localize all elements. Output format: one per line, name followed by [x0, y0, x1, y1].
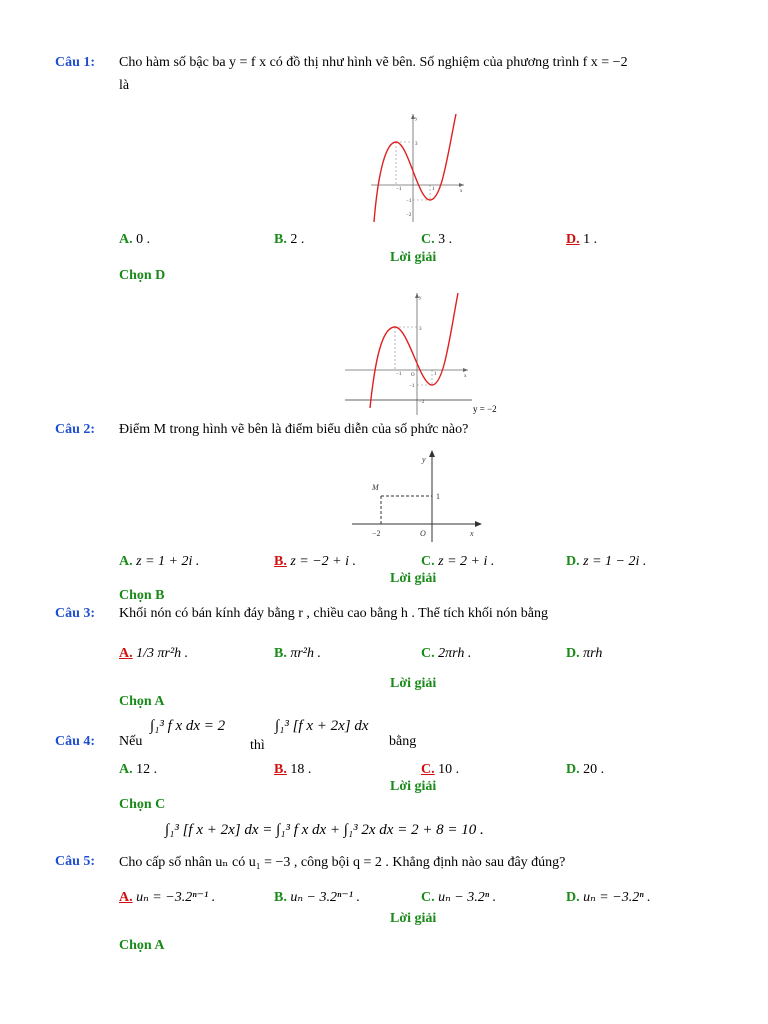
- q4-option-d[interactable]: D. 20 .: [566, 762, 605, 777]
- q1-option-d[interactable]: D. 1 .: [566, 232, 598, 247]
- q4-text-c: bằng: [389, 734, 417, 749]
- q1-solution-graph: [340, 290, 474, 420]
- q4-option-a[interactable]: A. 12 .: [119, 762, 158, 777]
- q5-option-c[interactable]: C. uₙ − 3.2ⁿ .: [421, 890, 497, 905]
- tick-y-label: 1: [436, 492, 440, 501]
- q1-option-b[interactable]: B. 2 .: [274, 232, 305, 247]
- q3-option-d[interactable]: D. πrh: [566, 646, 603, 661]
- point-m-label: M: [372, 483, 379, 492]
- q4-text-b: thì: [250, 738, 265, 753]
- q5-option-a[interactable]: A. uₙ = −3.2ⁿ⁻¹ .: [119, 890, 216, 905]
- q1-text: Cho hàm số bậc ba y = f x có đồ thị như hình vẽ bên. Số nghiệm của phương trình f x = −2: [119, 55, 628, 70]
- q5-answer-heading: Lời giải: [390, 911, 437, 926]
- q4-text-a: Nếu: [119, 734, 143, 749]
- q4-answer-heading: Lời giải: [390, 779, 437, 794]
- q4-chosen: Chọn C: [119, 797, 166, 812]
- q4-option-b[interactable]: B. 18 .: [274, 762, 312, 777]
- svg-text:1: 1: [432, 187, 435, 192]
- q1-answer-heading: Lời giải: [390, 250, 437, 265]
- svg-text:−2: −2: [419, 400, 425, 405]
- q3-answer-heading: Lời giải: [390, 676, 437, 691]
- svg-text:3: 3: [419, 327, 422, 332]
- x-axis-label: x: [470, 529, 474, 538]
- q4-label: Câu 4:: [55, 734, 96, 749]
- q5-option-d[interactable]: D. uₙ = −3.2ⁿ .: [566, 890, 651, 905]
- svg-text:x: x: [460, 189, 463, 194]
- svg-text:−1: −1: [406, 199, 412, 204]
- q5-label: Câu 5:: [55, 854, 96, 869]
- svg-text:−1: −1: [396, 187, 402, 192]
- svg-text:O: O: [411, 373, 415, 378]
- q3-label: Câu 3:: [55, 606, 96, 621]
- q1-option-c[interactable]: C. 3 .: [421, 232, 453, 247]
- q5-option-b[interactable]: B. uₙ − 3.2ⁿ⁻¹ .: [274, 890, 360, 905]
- q2-option-b[interactable]: B. z = −2 + i .: [274, 554, 357, 569]
- svg-text:3: 3: [415, 142, 418, 147]
- q5-text: Cho cấp số nhân uₙ có u₁ = −3 , công bội q = 2 . Khẳng định nào sau đây đúng?: [119, 855, 566, 870]
- q4-option-c[interactable]: C. 10 .: [421, 762, 460, 777]
- svg-text:y: y: [419, 296, 422, 301]
- q1-cubic-graph: [368, 112, 468, 224]
- q3-text: Khối nón có bán kính đáy bằng r , chiều cao bằng h . Thể tích khối nón bằng: [119, 606, 548, 621]
- q1-label: Câu 1:: [55, 55, 96, 70]
- q1-text-2: là: [119, 78, 130, 93]
- svg-text:−1: −1: [409, 384, 415, 389]
- q1-chosen: Chọn D: [119, 268, 166, 283]
- q3-option-b[interactable]: B. πr²h .: [274, 646, 322, 661]
- q2-label: Câu 2:: [55, 422, 96, 437]
- tick-x-label: −2: [372, 529, 381, 538]
- svg-text:−2: −2: [406, 213, 412, 218]
- q3-option-c[interactable]: C. 2πrh .: [421, 646, 472, 661]
- q2-answer-heading: Lời giải: [390, 571, 437, 586]
- q2-option-a[interactable]: A. z = 1 + 2i .: [119, 554, 200, 569]
- y-axis-label: y: [422, 455, 426, 464]
- origin-label: O: [420, 529, 426, 538]
- q1-line-caption: y = −2: [473, 404, 497, 414]
- q3-chosen: Chọn A: [119, 694, 165, 709]
- q4-integral-1: ∫₁³ f x dx = 2: [150, 718, 226, 734]
- q4-solution: ∫₁³ [f x + 2x] dx = ∫₁³ f x dx + ∫₁³ 2x dx = 2 + 8 = 10 .: [165, 822, 484, 838]
- svg-text:−1: −1: [396, 372, 402, 377]
- svg-text:1: 1: [434, 372, 437, 377]
- q3-option-a[interactable]: A. 1/3 πr²h .: [119, 646, 189, 661]
- q5-chosen: Chọn A: [119, 938, 165, 953]
- q1-option-a[interactable]: A. 0 .: [119, 232, 151, 247]
- q2-chosen: Chọn B: [119, 588, 165, 603]
- svg-text:x: x: [464, 374, 467, 379]
- svg-text:y: y: [415, 117, 418, 122]
- q2-text: Điểm M trong hình vẽ bên là điểm biểu diễn của số phức nào?: [119, 422, 469, 437]
- q2-option-c[interactable]: C. z = 2 + i .: [421, 554, 495, 569]
- q4-integral-2: ∫₁³ [f x + 2x] dx: [275, 718, 369, 734]
- q2-option-d[interactable]: D. z = 1 − 2i .: [566, 554, 647, 569]
- q2-complex-plane: [350, 448, 485, 544]
